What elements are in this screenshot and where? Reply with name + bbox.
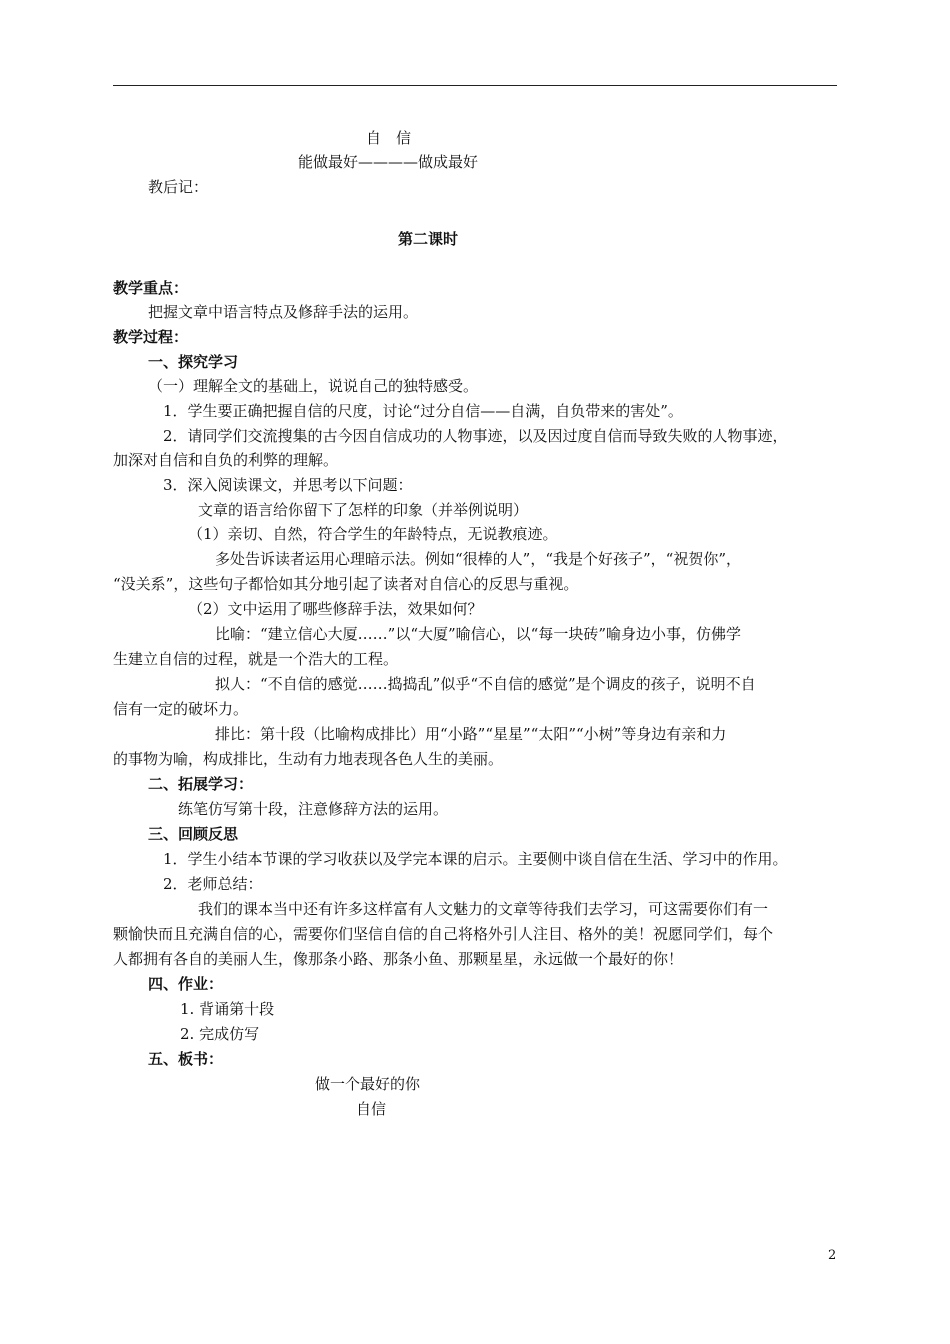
section-1-item2-line2: 加深对自信和自负的利弊的理解。 xyxy=(113,451,339,469)
answer-2: （2）文中运用了哪些修辞手法，效果如何？ xyxy=(188,600,483,618)
answer-1-detail-line1: 多处告诉读者运用心理暗示法。例如“很棒的人”，“我是个好孩子”，“祝贺你”， xyxy=(215,550,742,568)
board-subtitle-line: 能做最好————做成最好 xyxy=(298,153,479,171)
section-2-heading: 二、拓展学习： xyxy=(148,775,254,793)
section-2-text: 练笔仿写第十段，注意修辞方法的运用。 xyxy=(178,800,449,818)
section-3-item2: 2．老师总结： xyxy=(163,875,263,893)
summary-line1: 我们的课本当中还有许多这样富有人文魅力的文章等待我们去学习，可这需要你们有一 xyxy=(198,900,769,918)
section-1-sub1: （一）理解全文的基础上，说说自己的独特感受。 xyxy=(148,377,479,395)
section-1-heading: 一、探究学习 xyxy=(148,353,239,371)
section-3-item1: 1．学生小结本节课的学习收获以及学完本课的启示。主要侧中谈自信在生活、学习中的作用。 xyxy=(163,850,788,868)
header-rule xyxy=(113,85,837,86)
personification-line2: 信有一定的破坏力。 xyxy=(113,700,249,718)
section-1-item2-line1: 2．请同学们交流搜集的古今因自信成功的人物事迹，以及因过度自信而导致失败的人物事迹， xyxy=(163,427,788,445)
metaphor-line2: 生建立自信的过程，就是一个浩大的工程。 xyxy=(113,650,399,668)
focus-label: 教学重点： xyxy=(113,279,189,297)
lesson-heading: 第二课时 xyxy=(398,230,459,248)
homework-item-2: 2. 完成仿写 xyxy=(180,1025,260,1043)
summary-line3: 人都拥有各自的美丽人生，像那条小路、那条小鱼、那颗星星，永远做一个最好的你！ xyxy=(113,950,684,968)
reflection-label: 教后记： xyxy=(148,178,209,196)
focus-text: 把握文章中语言特点及修辞手法的运用。 xyxy=(148,303,419,321)
section-4-heading: 四、作业： xyxy=(148,975,224,993)
process-label: 教学过程： xyxy=(113,328,189,346)
section-3-heading: 三、回顾反思 xyxy=(148,825,239,843)
homework-item-1: 1. 背诵第十段 xyxy=(180,1000,275,1018)
page-number: 2 xyxy=(828,1248,837,1263)
board-line-1: 做一个最好的你 xyxy=(315,1075,421,1093)
section-5-heading: 五、板书： xyxy=(148,1050,224,1068)
metaphor-line1: 比喻：“建立信心大厦……”以“大厦”喻信心，以“每一块砖”喻身边小事，仿佛学 xyxy=(215,625,742,643)
board-line-2: 自信 xyxy=(356,1100,387,1118)
summary-line2: 颗愉快而且充满自信的心，需要你们坚信自信的自己将格外引人注目、格外的美！祝愿同学们，每个 xyxy=(113,925,774,943)
personification-line1: 拟人：“不自信的感觉……捣捣乱”似乎“不自信的感觉”是个调皮的孩子，说明不自 xyxy=(215,675,756,693)
board-title-line: 自 信 xyxy=(366,129,412,147)
section-1-item3: 3．深入阅读课文，并思考以下问题： xyxy=(163,476,413,494)
answer-1: （1）亲切、自然，符合学生的年龄特点，无说教痕迹。 xyxy=(188,525,558,543)
section-1-item1: 1．学生要正确把握自信的尺度，讨论“过分自信——自满，自负带来的害处”。 xyxy=(163,402,683,420)
parallelism-line2: 的事物为喻，构成排比，生动有力地表现各色人生的美丽。 xyxy=(113,750,504,768)
answer-1-detail-line2: “没关系”，这些句子都恰如其分地引起了读者对自信心的反思与重视。 xyxy=(113,575,579,593)
language-question: 文章的语言给你留下了怎样的印象（并举例说明） xyxy=(198,501,529,519)
parallelism-line1: 排比：第十段（比喻构成排比）用“小路”“星星”“太阳”“小树”等身边有亲和力 xyxy=(215,725,727,743)
